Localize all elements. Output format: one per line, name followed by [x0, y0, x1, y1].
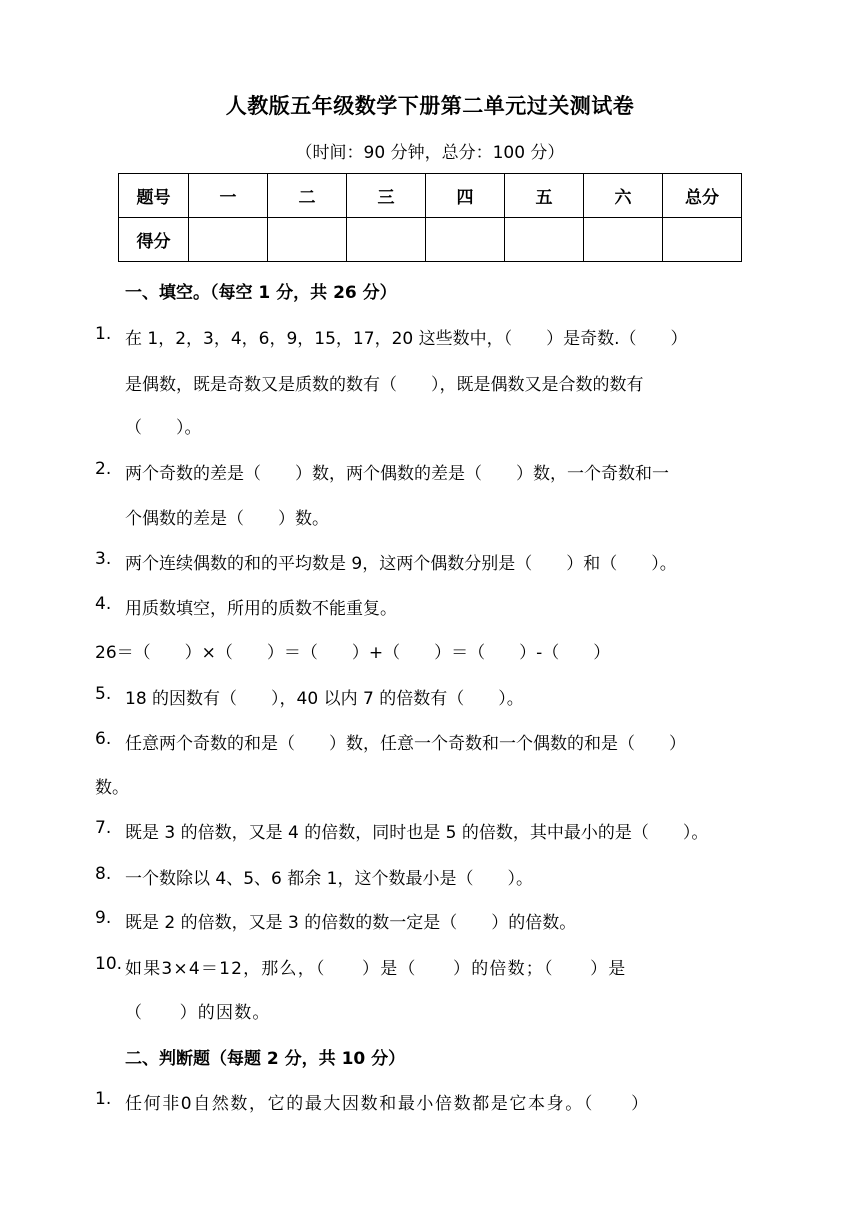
question-text: 两个奇数的差是（ ）数，两个偶数的差是（ ）数，一个奇数和一 [125, 464, 669, 484]
question-number: 8. [95, 864, 112, 884]
question-text: 数。 [95, 778, 129, 798]
question-text: 26＝（ ）×（ ）＝（ ）+（ ）＝（ ）-（ ） [95, 643, 611, 663]
score-cell [505, 218, 584, 262]
score-table [118, 173, 742, 262]
score-cell [584, 218, 663, 262]
question-text: 个偶数的差是（ ）数。 [125, 509, 329, 529]
score-cell [663, 218, 742, 262]
score-header-cell: 三 [347, 174, 426, 218]
score-cell [268, 218, 347, 262]
question-number: 3. [95, 549, 112, 569]
exam-info: （时间：90 分钟，总分：100 分） [295, 143, 565, 163]
score-table-score-row [119, 218, 742, 262]
question-number: 10. [95, 954, 123, 974]
question-text: 是偶数，既是奇数又是质数的数有（ ），既是偶数又是合数的数有 [125, 375, 644, 395]
score-header-cell: 六 [584, 174, 663, 218]
question-text: 一个数除以 4、5、6 都余 1，这个数最小是（ ）。 [125, 869, 533, 889]
question-text: 任意两个奇数的和是（ ）数，任意一个奇数和一个偶数的和是（ ） [125, 734, 686, 754]
question-number: 1. [95, 324, 112, 344]
score-header-cell: 一 [189, 174, 268, 218]
question-number: 5. [95, 684, 112, 704]
score-cell [347, 218, 426, 262]
question-number: 9. [95, 908, 112, 928]
section-heading-fill-blank: 一、填空。（每空 1 分，共 26 分） [125, 283, 397, 303]
score-cell [189, 218, 268, 262]
question-number: 2. [95, 459, 112, 479]
score-header-cell: 二 [268, 174, 347, 218]
question-text: 既是 2 的倍数，又是 3 的倍数的数一定是（ ）的倍数。 [125, 913, 577, 933]
question-text: 18 的因数有（ ），40 以内 7 的倍数有（ ）。 [125, 689, 524, 709]
score-row-label: 得分 [119, 218, 189, 262]
question-number: 4. [95, 594, 112, 614]
question-text: 如果3×4＝12，那么，（ ）是（ ）的倍数；（ ）是 [125, 959, 627, 979]
score-header-cell: 总分 [663, 174, 742, 218]
score-table-header-row [119, 174, 742, 218]
question-text: 既是 3 的倍数，又是 4 的倍数，同时也是 5 的倍数，其中最小的是（ ）。 [125, 823, 709, 843]
page-title: 人教版五年级数学下册第二单元过关测试卷 [225, 94, 635, 118]
score-header-cell: 题号 [119, 174, 189, 218]
score-header-cell: 四 [426, 174, 505, 218]
question-text: 在 1，2，3，4，6，9，15，17，20 这些数中，（ ）是奇数.（ ） [125, 329, 688, 349]
question-number: 1. [95, 1089, 112, 1109]
question-text: 用质数填空，所用的质数不能重复。 [125, 599, 397, 619]
score-header-cell: 五 [505, 174, 584, 218]
question-text: （ ）的因数。 [125, 1003, 271, 1023]
score-cell [426, 218, 505, 262]
section-heading-true-false: 二、判断题（每题 2 分，共 10 分） [125, 1049, 406, 1069]
question-text: 任何非0自然数，它的最大因数和最小倍数都是它本身。（ ） [125, 1094, 650, 1114]
question-number: 6. [95, 729, 112, 749]
question-text: （ ）。 [125, 418, 202, 438]
question-text: 两个连续偶数的和的平均数是 9，这两个偶数分别是（ ）和（ ）。 [125, 554, 677, 574]
question-number: 7. [95, 818, 112, 838]
